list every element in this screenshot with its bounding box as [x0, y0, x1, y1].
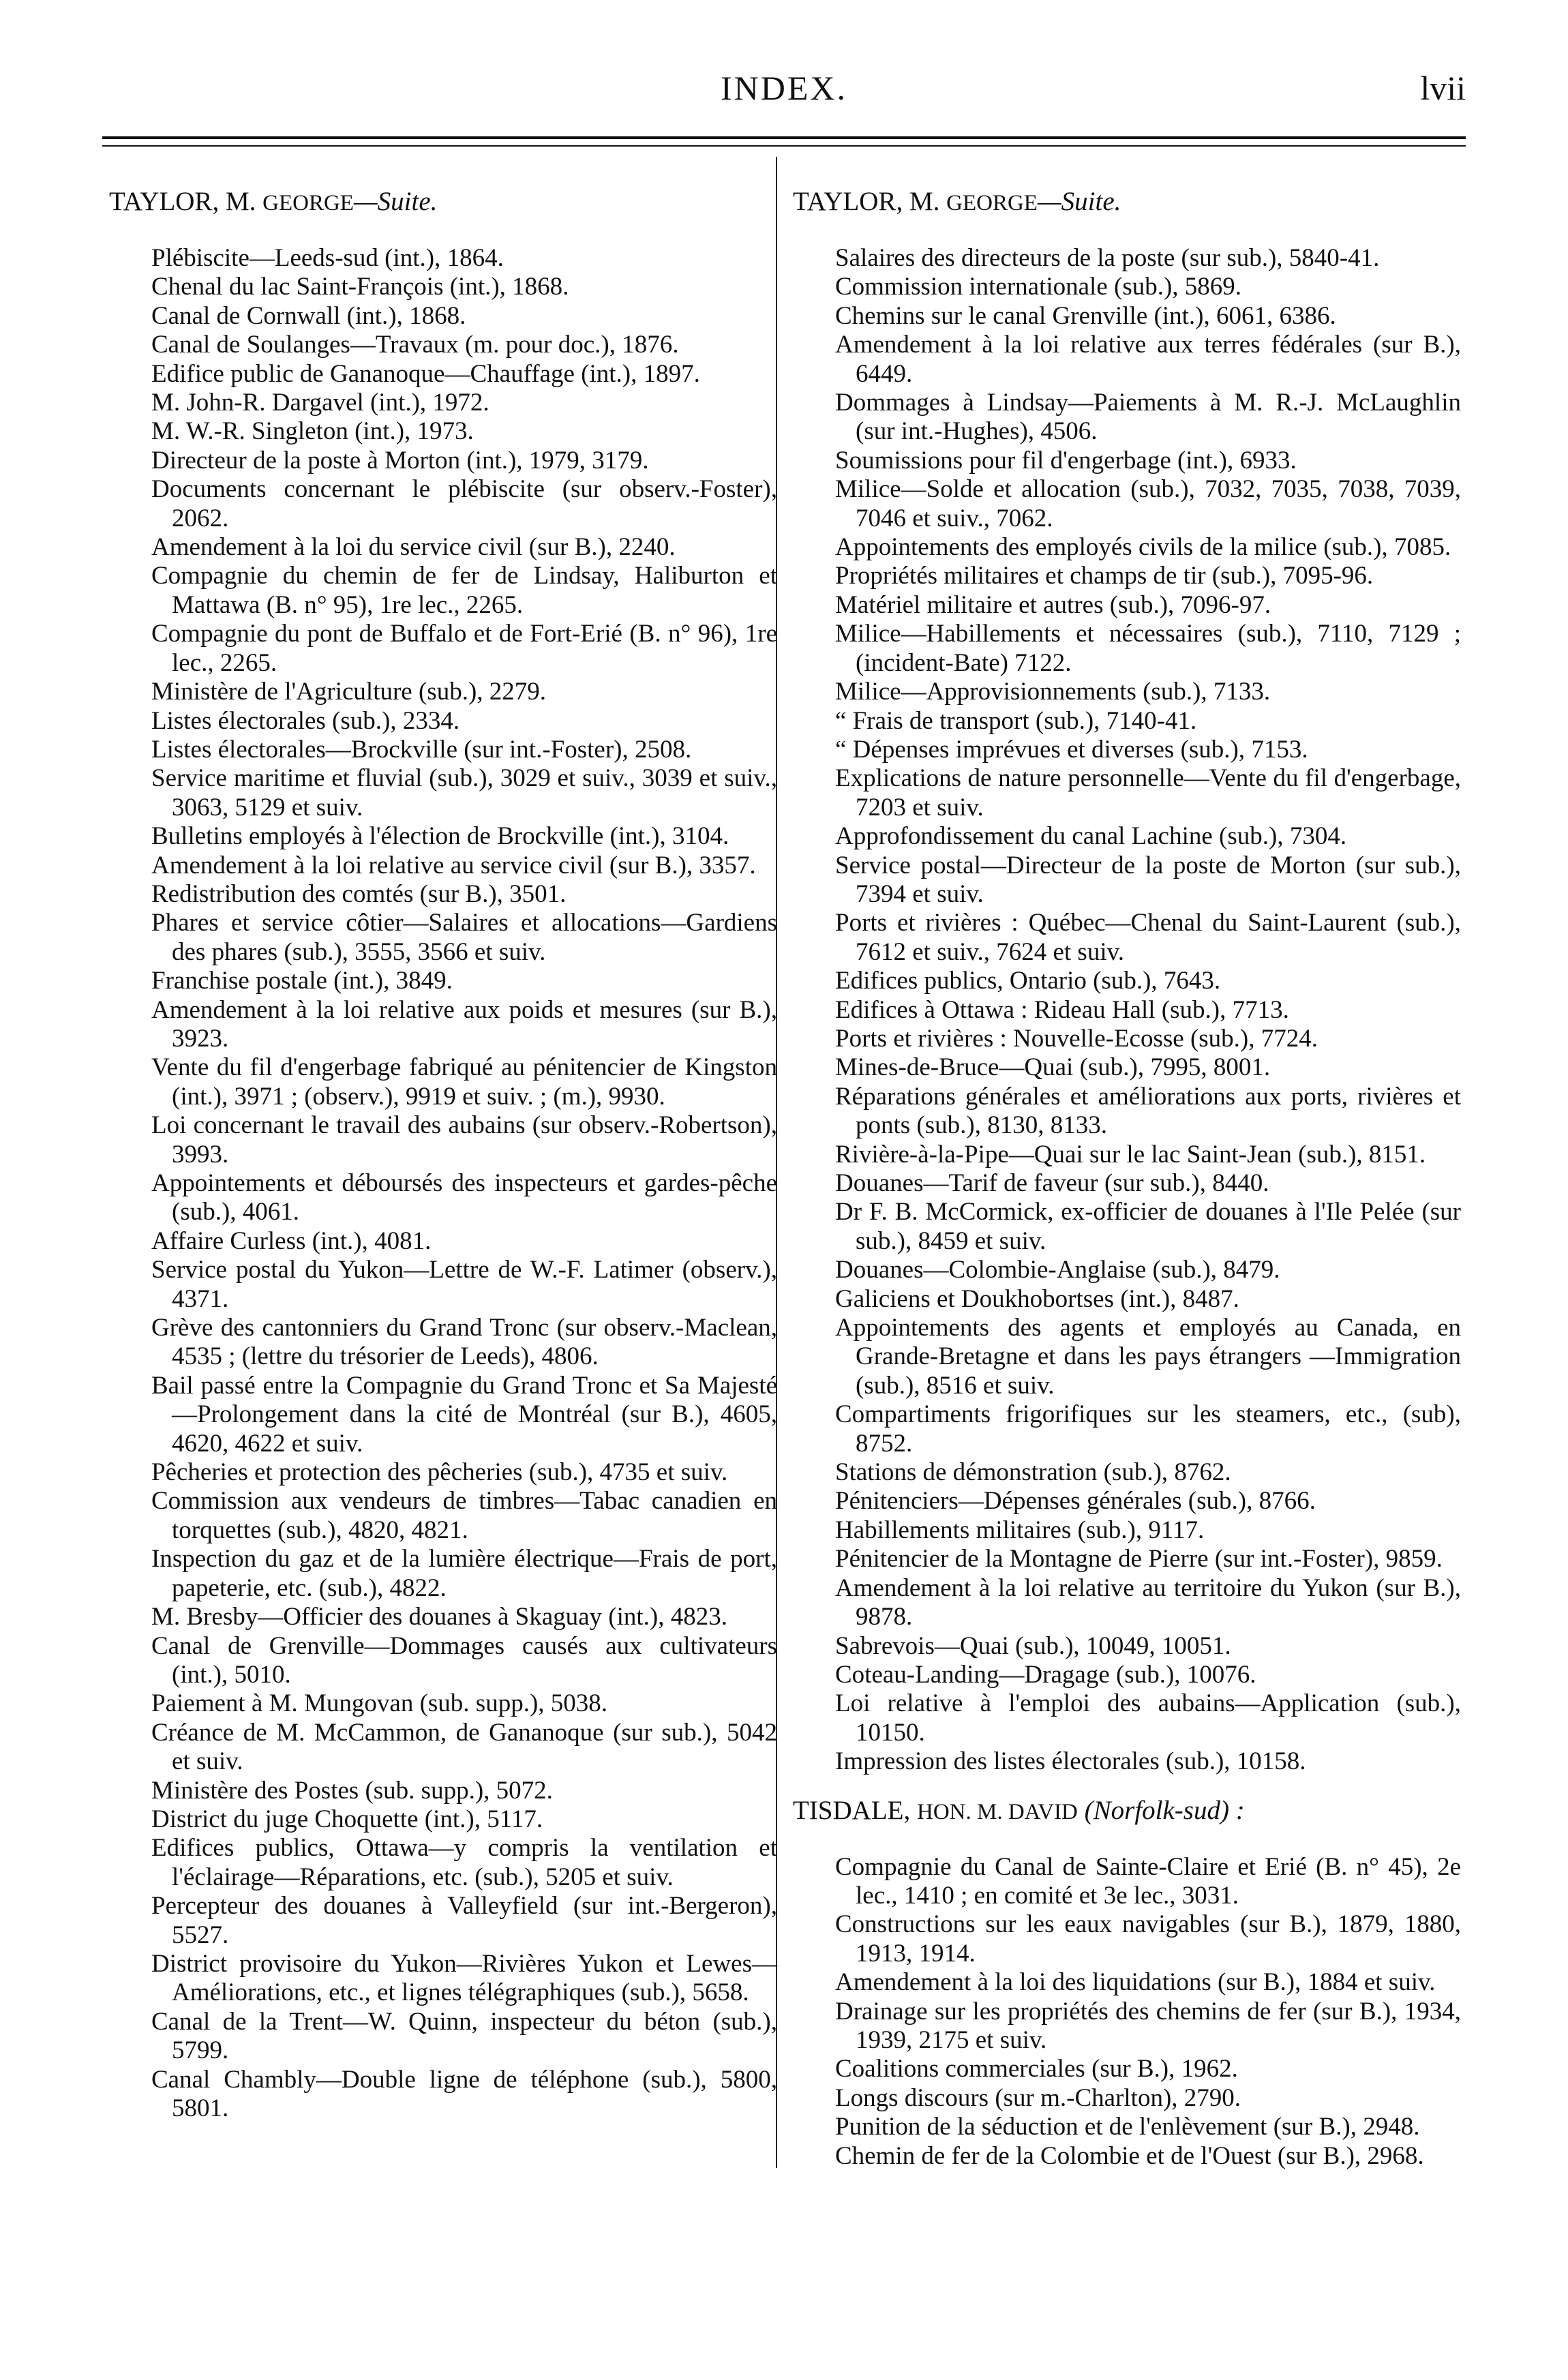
entry-list [109, 244, 777, 2123]
index-entry: Directeur de la poste à Morton (int.), 1979, 3179. [151, 446, 649, 475]
index-entry: Documents concernant le plébiscite (sur observ.-Foster), 2062. [151, 475, 777, 532]
index-entry: Approfondissement du canal Lachine (sub.), 7304. [835, 822, 1347, 851]
heading-suffix: —Suite. [1037, 187, 1121, 216]
index-entry: Compagnie du chemin de fer de Lindsay, Haliburton et Mattawa (B. n° 95), 1re lec., 2265. [151, 562, 777, 619]
index-entry: Amendement à la loi relative au service civil (sur B.), 3357. [151, 851, 756, 879]
index-heading-tisdale [793, 1794, 1461, 1828]
index-heading-taylor-cont [793, 185, 1461, 220]
index-entry: Listes électorales—Brockville (sur int.-Foster), 2508. [151, 735, 692, 764]
index-entry: Punition de la séduction et de l'enlèvement (sur B.), 2948. [835, 2113, 1420, 2141]
index-entry: Constructions sur les eaux navigables (sur B.), 1879, 1880, 1913, 1914. [835, 1910, 1461, 1968]
index-entry: Service postal du Yukon—Lettre de W.-F. Latimer (observ.), 4371. [151, 1256, 777, 1313]
heading-first-name: GEORGE [262, 191, 354, 215]
index-entry: Matériel militaire et autres (sub.), 7096-97. [835, 590, 1271, 619]
index-entry: Amendement à la loi du service civil (sur B.), 2240. [151, 533, 676, 562]
index-entry: Réparations générales et améliorations aux ports, rivières et ponts (sub.), 8130, 8133. [835, 1082, 1461, 1140]
index-entry: Appointements des employés civils de la milice (sub.), 7085. [835, 533, 1451, 562]
index-entry: Soumissions pour fil d'engerbage (int.), 6933. [835, 446, 1297, 475]
index-entry: Affaire Curless (int.), 4081. [151, 1226, 432, 1255]
index-entry: Edifices à Ottawa : Rideau Hall (sub.), 7713. [835, 995, 1289, 1024]
index-entry: Galiciens et Doukhobortses (int.), 8487. [835, 1284, 1239, 1313]
index-entry: Ministère de l'Agriculture (sub.), 2279. [151, 678, 547, 706]
index-entry: Edifices publics, Ontario (sub.), 7643. [835, 967, 1221, 995]
index-entry: Ministère des Postes (sub. supp.), 5072. [151, 1776, 553, 1805]
index-entry: Pénitenciers—Dépenses générales (sub.), 8766. [835, 1487, 1316, 1516]
index-entry: Percepteur des douanes à Valleyfield (sur int.-Bergeron), 5527. [151, 1892, 777, 1949]
index-entry: Dommages à Lindsay—Paiements à M. R.-J. McLaughlin (sur int.-Hughes), 4506. [835, 389, 1461, 446]
index-entry: Service maritime et fluvial (sub.), 3029 et suiv., 3039 et suiv., 3063, 5129 et suiv. [151, 764, 777, 822]
heading-surname: TAYLOR, M. [793, 187, 947, 216]
heading-title: HON. M. DAVID [916, 1799, 1078, 1824]
header-rule-thick [102, 136, 1466, 139]
index-entry: Salaires des directeurs de la poste (sur sub.), 5840-41. [835, 244, 1380, 272]
index-entry: District provisoire du Yukon—Rivières Yukon et Lewes—Améliorations, etc., et lignes télégraphiques (sub.), 5658. [151, 1949, 777, 2007]
index-entry: Sabrevois—Quai (sub.), 10049, 10051. [835, 1631, 1231, 1660]
index-entry: Bail passé entre la Compagnie du Grand Tronc et Sa Majesté—Prolongement dans la cité de Montréal (sur B.), 4605, 4620, 4622 et suiv. [151, 1371, 777, 1458]
index-entry: Impression des listes électorales (sub.), 10158. [835, 1747, 1306, 1776]
index-entry: Chemin de fer de la Colombie et de l'Ouest (sur B.), 2968. [835, 2141, 1424, 2170]
index-entry: Explications de nature personnelle—Vente du fil d'engerbage, 7203 et suiv. [835, 764, 1461, 822]
index-entry: Stations de démonstration (sub.), 8762. [835, 1458, 1231, 1487]
index-entry: Loi concernant le travail des aubains (sur observ.-Robertson), 3993. [151, 1111, 777, 1169]
index-entry: Compagnie du pont de Buffalo et de Fort-Erié (B. n° 96), 1re lec., 2265. [151, 620, 777, 677]
index-entry: Amendement à la loi des liquidations (sur B.), 1884 et suiv. [835, 1968, 1436, 1997]
index-entry: Compagnie du Canal de Sainte-Claire et Erié (B. n° 45), 2e lec., 1410 ; en comité et 3e lec., 3031. [835, 1852, 1461, 1910]
index-entry: Appointements des agents et employés au Canada, en Grande-Bretagne et dans les pays étrangers —Immigration (sub.), 8516 et suiv. [835, 1314, 1461, 1400]
index-entry: Mines-de-Bruce—Quai (sub.), 7995, 8001. [835, 1053, 1271, 1082]
page-header [0, 68, 1568, 116]
page-title: INDEX. [720, 69, 848, 107]
index-entry: Propriétés militaires et champs de tir (sub.), 7095-96. [835, 562, 1374, 590]
index-entry: Commission aux vendeurs de timbres—Tabac canadien en torquettes (sub.), 4820, 4821. [151, 1487, 777, 1544]
index-entry: Drainage sur les propriétés des chemins de fer (sur B.), 1934, 1939, 2175 et suiv. [835, 1997, 1461, 2054]
heading-riding: (Norfolk-sud) : [1084, 1795, 1245, 1825]
index-entry: M. John-R. Dargavel (int.), 1972. [151, 389, 489, 417]
index-entry: Dr F. B. McCormick, ex-officier de douanes à l'Ile Pelée (sur sub.), 8459 et suiv. [835, 1198, 1461, 1255]
index-entry: Loi relative à l'emploi des aubains—Application (sub.), 10150. [835, 1689, 1461, 1747]
index-entry: Amendement à la loi relative au territoire du Yukon (sur B.), 9878. [835, 1573, 1461, 1631]
index-entry: Pêcheries et protection des pêcheries (sub.), 4735 et suiv. [151, 1458, 728, 1487]
index-entry: “ Frais de transport (sub.), 7140-41. [835, 706, 1197, 735]
index-entry: Bulletins employés à l'élection de Brockville (int.), 3104. [151, 822, 729, 851]
index-entry: Douanes—Tarif de faveur (sur sub.), 8440. [835, 1169, 1269, 1197]
heading-suffix: —Suite. [353, 187, 438, 216]
index-entry: Canal de la Trent—W. Quinn, inspecteur du béton (sub.), 5799. [151, 2007, 777, 2065]
index-entry: Edifices publics, Ottawa—y compris la ventilation et l'éclairage—Réparations, etc. (sub.), 5205 et suiv. [151, 1834, 777, 1891]
index-entry: Redistribution des comtés (sur B.), 3501. [151, 879, 567, 908]
index-entry: Créance de M. McCammon, de Gananoque (sur sub.), 5042 et suiv. [151, 1718, 777, 1776]
index-entry: Douanes—Colombie-Anglaise (sub.), 8479. [835, 1256, 1280, 1284]
index-entry: Franchise postale (int.), 3849. [151, 967, 453, 995]
index-entry: Milice—Solde et allocation (sub.), 7032, 7035, 7038, 7039, 7046 et suiv., 7062. [835, 475, 1461, 532]
heading-surname: TAYLOR, M. [109, 187, 263, 216]
index-entry: M. W.-R. Singleton (int.), 1973. [151, 417, 474, 446]
index-entry: Edifice public de Gananoque—Chauffage (int.), 1897. [151, 359, 700, 388]
index-heading-taylor [109, 185, 777, 220]
page-number: lvii [1420, 69, 1466, 107]
index-entry: Paiement à M. Mungovan (sub. supp.), 5038. [151, 1689, 608, 1718]
index-entry: Ports et rivières : Nouvelle-Ecosse (sub.), 7724. [835, 1024, 1318, 1053]
index-entry: Compartiments frigorifiques sur les steamers, etc., (sub), 8752. [835, 1400, 1461, 1458]
index-entry: Canal de Grenville—Dommages causés aux cultivateurs (int.), 5010. [151, 1631, 777, 1689]
index-entry: Vente du fil d'engerbage fabriqué au pénitencier de Kingston (int.), 3971 ; (observ.), 9919 et suiv. ; (m.), 9930. [151, 1053, 777, 1111]
header-rule-thin [102, 145, 1466, 147]
index-entry: Amendement à la loi relative aux poids et mesures (sur B.), 3923. [151, 995, 777, 1053]
index-entry: Canal Chambly—Double ligne de téléphone (sub.), 5800, 5801. [151, 2065, 777, 2122]
left-column [109, 185, 777, 2123]
index-entry: Longs discours (sur m.-Charlton), 2790. [835, 2083, 1241, 2112]
index-entry: M. Bresby—Officier des douanes à Skaguay (int.), 4823. [151, 1603, 728, 1631]
index-entry: Rivière-à-la-Pipe—Quai sur le lac Saint-Jean (sub.), 8151. [835, 1140, 1426, 1169]
index-entry: Appointements et déboursés des inspecteurs et gardes-pêche (sub.), 4061. [151, 1169, 777, 1226]
index-entry: District du juge Choquette (int.), 5117. [151, 1805, 543, 1833]
index-entry: Pénitencier de la Montagne de Pierre (sur int.-Foster), 9859. [835, 1545, 1443, 1573]
index-entry: Chemins sur le canal Grenville (int.), 6061, 6386. [835, 301, 1336, 330]
index-entry: Commission internationale (sub.), 5869. [835, 273, 1242, 301]
index-entry: Coalitions commerciales (sur B.), 1962. [835, 2055, 1238, 2083]
index-entry: Amendement à la loi relative aux terres fédérales (sur B.), 6449. [835, 331, 1461, 388]
index-entry: Milice—Habillements et nécessaires (sub.), 7110, 7129 ; (incident-Bate) 7122. [835, 620, 1461, 677]
index-entry: Plébiscite—Leeds-sud (int.), 1864. [151, 244, 504, 272]
index-entry: Inspection du gaz et de la lumière électrique—Frais de port, papeterie, etc. (sub.), 4822. [151, 1545, 777, 1602]
index-entry: Grève des cantonniers du Grand Tronc (sur observ.-Maclean, 4535 ; (lettre du trésorier de Leeds), 4806. [151, 1314, 777, 1371]
entry-list [793, 244, 1461, 1777]
index-entry: Ports et rivières : Québec—Chenal du Saint-Laurent (sub.), 7612 et suiv., 7624 et suiv. [835, 909, 1461, 966]
index-entry: Service postal—Directeur de la poste de Morton (sur sub.), 7394 et suiv. [835, 851, 1461, 908]
right-column [793, 185, 1461, 2171]
index-entry: Phares et service côtier—Salaires et allocations—Gardiens des phares (sub.), 3555, 3566 et suiv. [151, 909, 777, 966]
index-entry: Chenal du lac Saint-François (int.), 1868. [151, 273, 569, 301]
index-entry: Listes électorales (sub.), 2334. [151, 706, 460, 735]
heading-surname: TISDALE, [793, 1795, 917, 1825]
entry-list [793, 1853, 1461, 2171]
heading-first-name: GEORGE [946, 191, 1038, 215]
index-entry: Canal de Soulanges—Travaux (m. pour doc.), 1876. [151, 331, 679, 359]
index-entry: Habillements militaires (sub.), 9117. [835, 1516, 1205, 1544]
index-entry: “ Dépenses imprévues et diverses (sub.), 7153. [835, 735, 1308, 764]
index-entry: Milice—Approvisionnements (sub.), 7133. [835, 678, 1271, 706]
index-entry: Coteau-Landing—Dragage (sub.), 10076. [835, 1660, 1256, 1689]
index-entry: Canal de Cornwall (int.), 1868. [151, 301, 466, 330]
